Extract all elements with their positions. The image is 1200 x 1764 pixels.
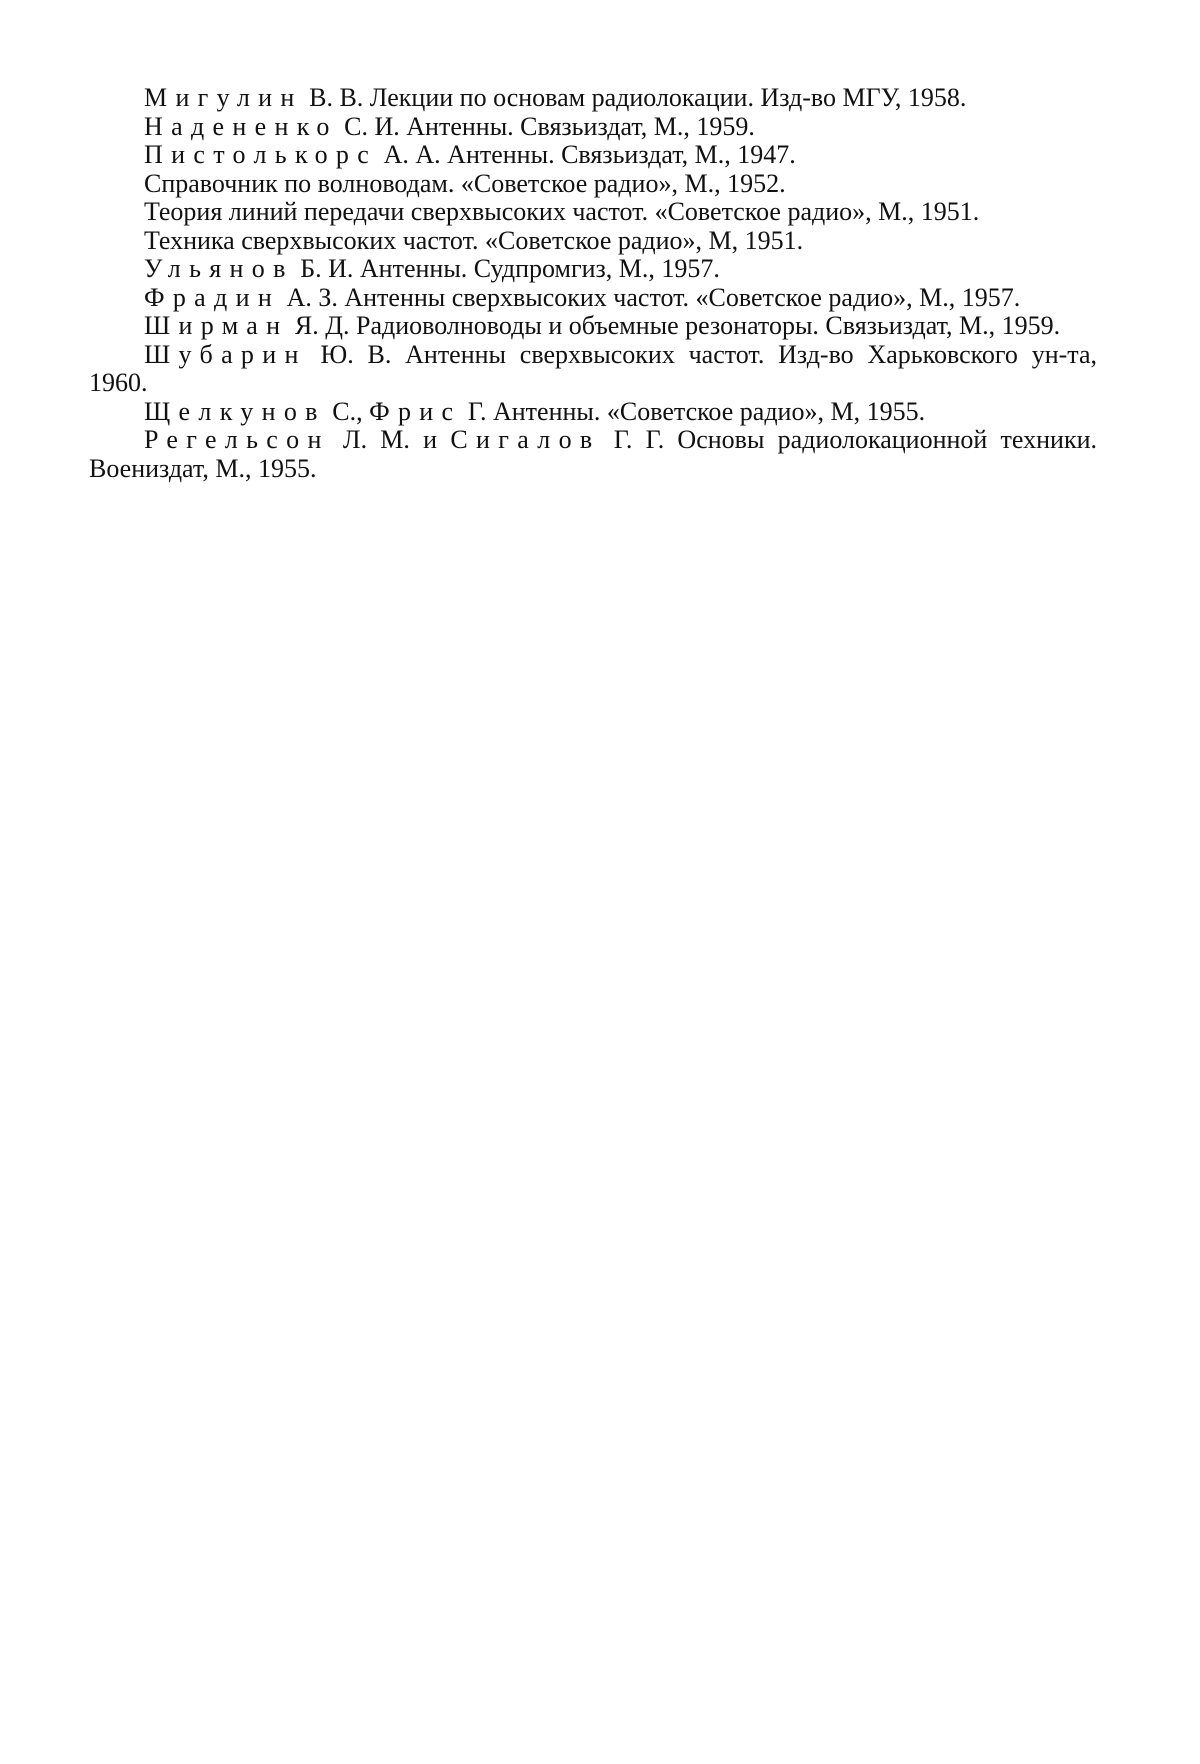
entry-author: Сигалов bbox=[450, 425, 601, 454]
entry-author: Шубарин bbox=[144, 339, 307, 369]
entry-text: Ю. В. Антенны сверхвысоких частот. Изд-во Харьковского ун-та, 1960. bbox=[89, 339, 1097, 397]
entry-text: Техника сверхвысоких частот. «Советское радио», М, 1951. bbox=[144, 225, 804, 255]
bibliography-entry bbox=[89, 141, 1097, 170]
bibliography-entry bbox=[89, 426, 1097, 483]
bibliography-entry bbox=[89, 84, 1097, 113]
entry-text: Г. Г. Основы радиолокационной техники. Воениздат, М., 1955. bbox=[89, 425, 1097, 483]
bibliography-list bbox=[89, 84, 1097, 483]
bibliography-entry bbox=[89, 170, 1097, 199]
entry-author: Пистолькорс bbox=[144, 140, 378, 169]
entry-text: Справочник по волноводам. «Советское радио», М., 1952. bbox=[144, 168, 786, 198]
bibliography-entry bbox=[89, 341, 1097, 398]
entry-author: Щелкунов bbox=[144, 396, 326, 426]
entry-text: Теория линий передачи сверхвысоких частот. «Советское радио», М., 1951. bbox=[144, 197, 980, 226]
entry-text: В. В. Лекции по основам радиолокации. Изд-во МГУ, 1958. bbox=[302, 83, 967, 112]
entry-text: С. И. Антенны. Связьиздат, М., 1959. bbox=[337, 111, 755, 141]
entry-text: Г. Антенны. «Советское радио», М, 1955. bbox=[461, 396, 926, 426]
bibliography-entry bbox=[89, 312, 1097, 341]
entry-text: А. А. Антенны. Связьиздат, М., 1947. bbox=[377, 140, 796, 169]
bibliography-entry bbox=[89, 398, 1097, 427]
entry-author: Мигулин bbox=[144, 83, 303, 112]
entry-author: Фрадин bbox=[144, 282, 281, 312]
entry-text: А. З. Антенны сверхвысоких частот. «Советское радио», М., 1957. bbox=[280, 282, 1021, 312]
bibliography-entry bbox=[89, 255, 1097, 284]
entry-text: Я. Д. Радиоволноводы и объемные резонаторы. Связьиздат, М., 1959. bbox=[288, 311, 1061, 340]
entry-text: Б. И. Антенны. Судпромгиз, М., 1957. bbox=[293, 254, 720, 283]
entry-author: Фрис bbox=[369, 396, 462, 426]
bibliography-entry bbox=[89, 227, 1097, 256]
entry-text: Л. М. и bbox=[329, 425, 451, 454]
entry-author: Ульянов bbox=[144, 254, 294, 283]
bibliography-entry bbox=[89, 113, 1097, 142]
entry-author: Надененко bbox=[144, 111, 338, 141]
bibliography-entry bbox=[89, 198, 1097, 227]
entry-author: Ширман bbox=[144, 311, 289, 340]
entry-author: Регельсон bbox=[144, 425, 330, 454]
bibliography-entry bbox=[89, 284, 1097, 313]
entry-text: С., bbox=[325, 396, 370, 426]
